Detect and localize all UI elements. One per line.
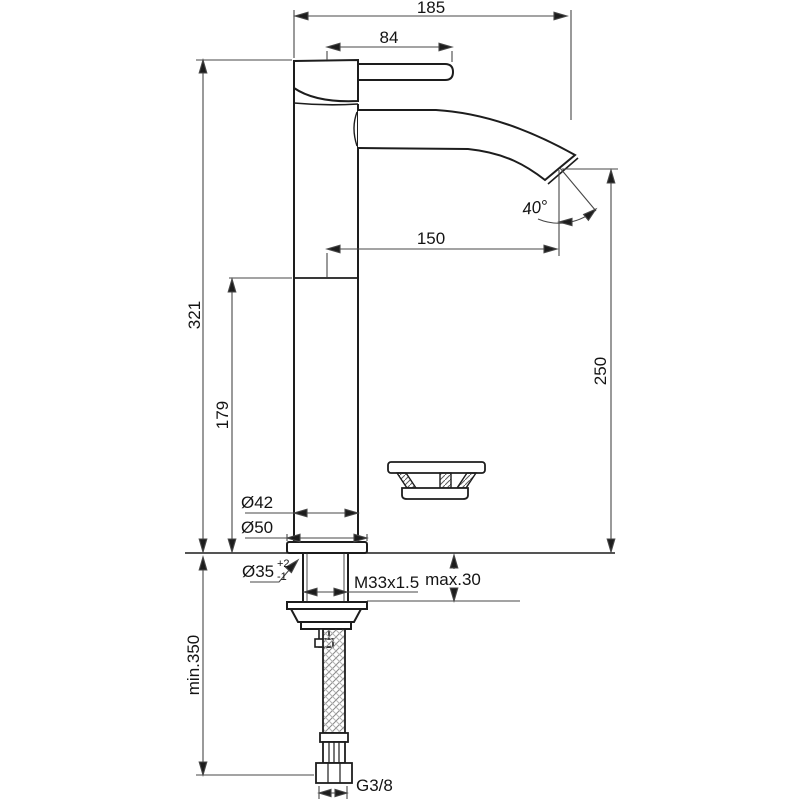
hole-tolerance-minus-label: -1 — [277, 571, 287, 583]
overall-width-label: 185 — [416, 0, 446, 17]
thread-label: M33x1.5 — [354, 573, 420, 592]
handle-length-label: 84 — [379, 28, 399, 47]
mounting-washer — [287, 602, 367, 609]
mounting-nut — [291, 609, 361, 622]
spout-reach-label: 150 — [416, 229, 446, 248]
body-joint-height-label: 179 — [213, 400, 232, 430]
waste-plug-base — [402, 488, 468, 499]
deck-thickness-label: max.30 — [425, 570, 481, 589]
mounting-nut-collar — [301, 622, 351, 629]
hole-tolerance-plus-label: +2 — [277, 558, 290, 570]
hose-hex-nut — [316, 763, 352, 783]
lever-handle — [358, 64, 453, 80]
spout-outlet-height-label: 250 — [591, 356, 610, 386]
spout-angle-label: 40° — [520, 196, 550, 219]
hose-crimp-sleeve — [320, 733, 348, 742]
inlet-thread-label: G3/8 — [356, 776, 393, 795]
body-diameter-label: Ø42 — [241, 493, 274, 512]
hose-min-length-label: min.350 — [184, 634, 203, 696]
waste-plug-center-post — [440, 473, 451, 488]
waste-plug-cap — [388, 462, 485, 473]
total-height-label: 321 — [185, 300, 204, 330]
base-flange — [287, 542, 367, 553]
hole-diameter-label: Ø35 — [242, 562, 275, 581]
base-diameter-label: Ø50 — [241, 518, 274, 537]
supply-hose-braided — [323, 629, 345, 733]
